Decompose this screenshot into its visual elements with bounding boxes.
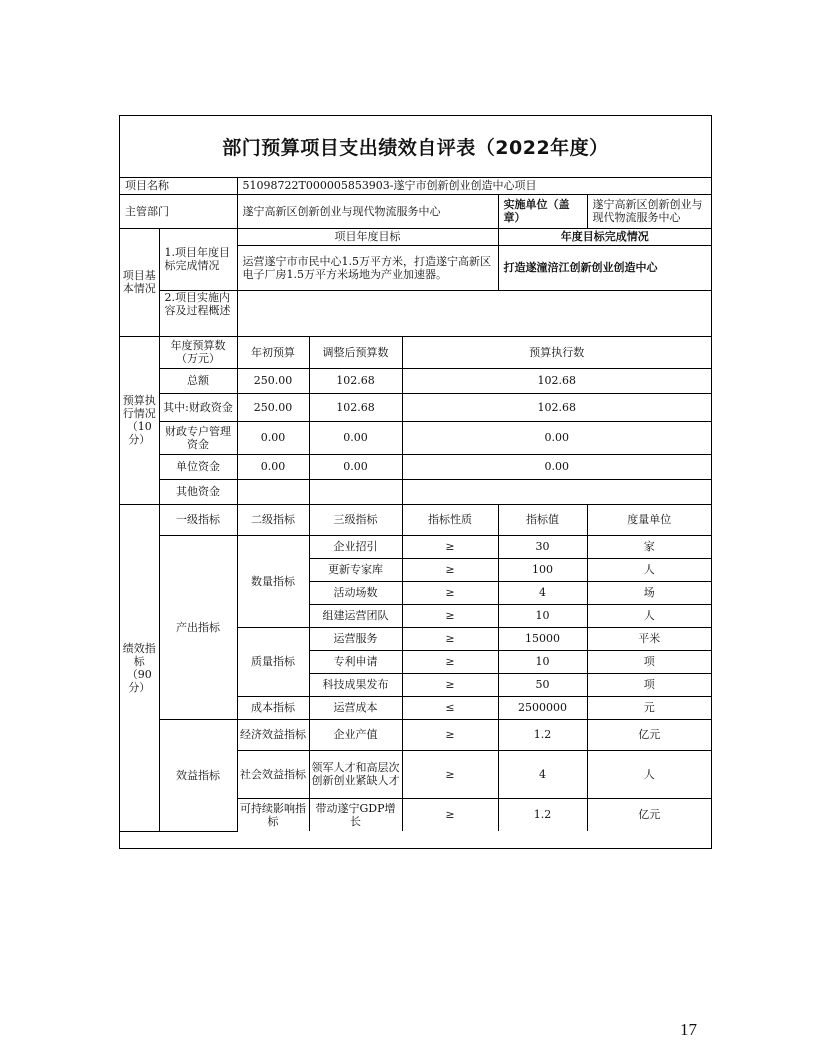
indicator-op: ≥ — [402, 535, 498, 558]
indicator-op: ≥ — [402, 673, 498, 696]
indicator-unit: 人 — [587, 558, 711, 581]
indicator-value: 100 — [498, 558, 587, 581]
budget-row — [120, 393, 711, 421]
indicator-header: 二级指标 — [237, 504, 309, 535]
budget-header: 年度预算数（万元） — [159, 336, 237, 368]
quantity-label: 数量指标 — [237, 535, 309, 627]
done-text: 打造遂潼涪江创新创业创造中心 — [498, 245, 711, 290]
goal-text: 运营遂宁市市民中心1.5万平方米，打造遂宁高新区电子厂房1.5万平方米场地为产业加速器。 — [237, 245, 498, 290]
indicator-header-row — [120, 504, 711, 535]
budget-label: 单位资金 — [159, 454, 237, 479]
project-name-value: 51098722T000005853903-遂宁市创新创业创造中心项目 — [237, 178, 711, 194]
budget-row — [120, 454, 711, 479]
basic-section-label: 项目基本情况 — [120, 228, 159, 336]
impl-label: 实施单位（盖章） — [498, 194, 587, 228]
indicator-op: ≥ — [402, 798, 498, 831]
indicator-name: 领军人才和高层次创新创业紧缺人才 — [309, 750, 402, 798]
budget-executed: 102.68 — [402, 368, 711, 393]
indicator-value: 4 — [498, 581, 587, 604]
indicator-op: ≥ — [402, 719, 498, 750]
indicator-name: 专利申请 — [309, 650, 402, 673]
budget-adjusted: 0.00 — [309, 421, 402, 454]
budget-initial: 0.00 — [237, 454, 309, 479]
indicator-op: ≥ — [402, 650, 498, 673]
indicator-op: ≥ — [402, 581, 498, 604]
cost-label: 成本指标 — [237, 696, 309, 719]
budget-row — [120, 421, 711, 454]
done-header: 年度目标完成情况 — [498, 228, 711, 245]
indicator-section-label: 绩效指标（90分） — [120, 504, 159, 831]
indicator-unit: 家 — [587, 535, 711, 558]
dept-value: 遂宁高新区创新创业与现代物流服务中心 — [237, 194, 498, 228]
indicator-unit: 项 — [587, 650, 711, 673]
indicator-value: 10 — [498, 650, 587, 673]
benefit-label: 效益指标 — [159, 719, 237, 831]
indicator-unit: 亿元 — [587, 719, 711, 750]
indicator-unit: 场 — [587, 581, 711, 604]
indicator-value: 50 — [498, 673, 587, 696]
budget-header: 预算执行数 — [402, 336, 711, 368]
basic-process-row — [120, 290, 711, 336]
indicator-header: 三级指标 — [309, 504, 402, 535]
info-row — [120, 194, 711, 228]
budget-executed: 102.68 — [402, 393, 711, 421]
budget-section-label: 预算执行情况（10分） — [120, 336, 159, 504]
indicator-op: ≤ — [402, 696, 498, 719]
indicator-value: 10 — [498, 604, 587, 627]
indicator-unit: 元 — [587, 696, 711, 719]
indicator-value: 2500000 — [498, 696, 587, 719]
indicator-value: 1.2 — [498, 798, 587, 831]
budget-row — [120, 368, 711, 393]
dept-label: 主管部门 — [120, 194, 237, 228]
quality-label: 质量指标 — [237, 627, 309, 696]
budget-executed — [402, 479, 711, 504]
budget-executed: 0.00 — [402, 454, 711, 479]
indicator-name: 科技成果发布 — [309, 673, 402, 696]
indicator-name: 运营服务 — [309, 627, 402, 650]
budget-initial: 250.00 — [237, 368, 309, 393]
indicator-name: 企业招引 — [309, 535, 402, 558]
project-name-label: 项目名称 — [120, 178, 237, 194]
goal-header: 项目年度目标 — [237, 228, 498, 245]
impl-value: 遂宁高新区创新创业与现代物流服务中心 — [587, 194, 711, 228]
indicator-header: 指标性质 — [402, 504, 498, 535]
budget-initial: 250.00 — [237, 393, 309, 421]
budget-label: 总额 — [159, 368, 237, 393]
indicator-value: 30 — [498, 535, 587, 558]
info-row — [120, 178, 711, 194]
budget-header: 调整后预算数 — [309, 336, 402, 368]
process-row-label: 2.项目实施内容及过程概述 — [159, 290, 237, 336]
indicator-op: ≥ — [402, 558, 498, 581]
budget-label: 其他资金 — [159, 479, 237, 504]
indicator-value: 15000 — [498, 627, 587, 650]
indicator-header: 度量单位 — [587, 504, 711, 535]
indicator-header: 一级指标 — [159, 504, 237, 535]
budget-header: 年初预算 — [237, 336, 309, 368]
evaluation-table — [120, 178, 711, 832]
indicator-op: ≥ — [402, 627, 498, 650]
indicator-value: 1.2 — [498, 719, 587, 750]
indicator-op: ≥ — [402, 750, 498, 798]
form-title: 部门预算项目支出绩效自评表（2022年度） — [120, 116, 711, 178]
budget-label: 财政专户管理资金 — [159, 421, 237, 454]
sustain-label: 可持续影响指标 — [237, 798, 309, 831]
output-label: 产出指标 — [159, 535, 237, 719]
indicator-name: 活动场数 — [309, 581, 402, 604]
budget-initial — [237, 479, 309, 504]
budget-adjusted: 0.00 — [309, 454, 402, 479]
evaluation-form — [119, 115, 712, 849]
indicator-unit: 亿元 — [587, 798, 711, 831]
indicator-unit: 平米 — [587, 627, 711, 650]
indicator-name: 组建运营团队 — [309, 604, 402, 627]
social-label: 社会效益指标 — [237, 750, 309, 798]
indicator-name: 更新专家库 — [309, 558, 402, 581]
goal-row-label: 1.项目年度目标完成情况 — [159, 228, 237, 290]
process-text — [237, 290, 711, 336]
basic-header-row — [120, 228, 711, 245]
indicator-name: 运营成本 — [309, 696, 402, 719]
indicator-name: 带动遂宁GDP增长 — [309, 798, 402, 831]
budget-header-row — [120, 336, 711, 368]
indicator-unit: 人 — [587, 604, 711, 627]
indicator-value: 4 — [498, 750, 587, 798]
economic-label: 经济效益指标 — [237, 719, 309, 750]
indicator-unit: 项 — [587, 673, 711, 696]
budget-adjusted: 102.68 — [309, 368, 402, 393]
budget-executed: 0.00 — [402, 421, 711, 454]
budget-label: 其中:财政资金 — [159, 393, 237, 421]
budget-row — [120, 479, 711, 504]
indicator-row — [120, 535, 711, 558]
budget-adjusted: 102.68 — [309, 393, 402, 421]
page-number: 17 — [680, 1020, 697, 1039]
indicator-row — [120, 719, 711, 750]
budget-adjusted — [309, 479, 402, 504]
indicator-header: 指标值 — [498, 504, 587, 535]
indicator-name: 企业产值 — [309, 719, 402, 750]
indicator-op: ≥ — [402, 604, 498, 627]
indicator-unit: 人 — [587, 750, 711, 798]
budget-initial: 0.00 — [237, 421, 309, 454]
